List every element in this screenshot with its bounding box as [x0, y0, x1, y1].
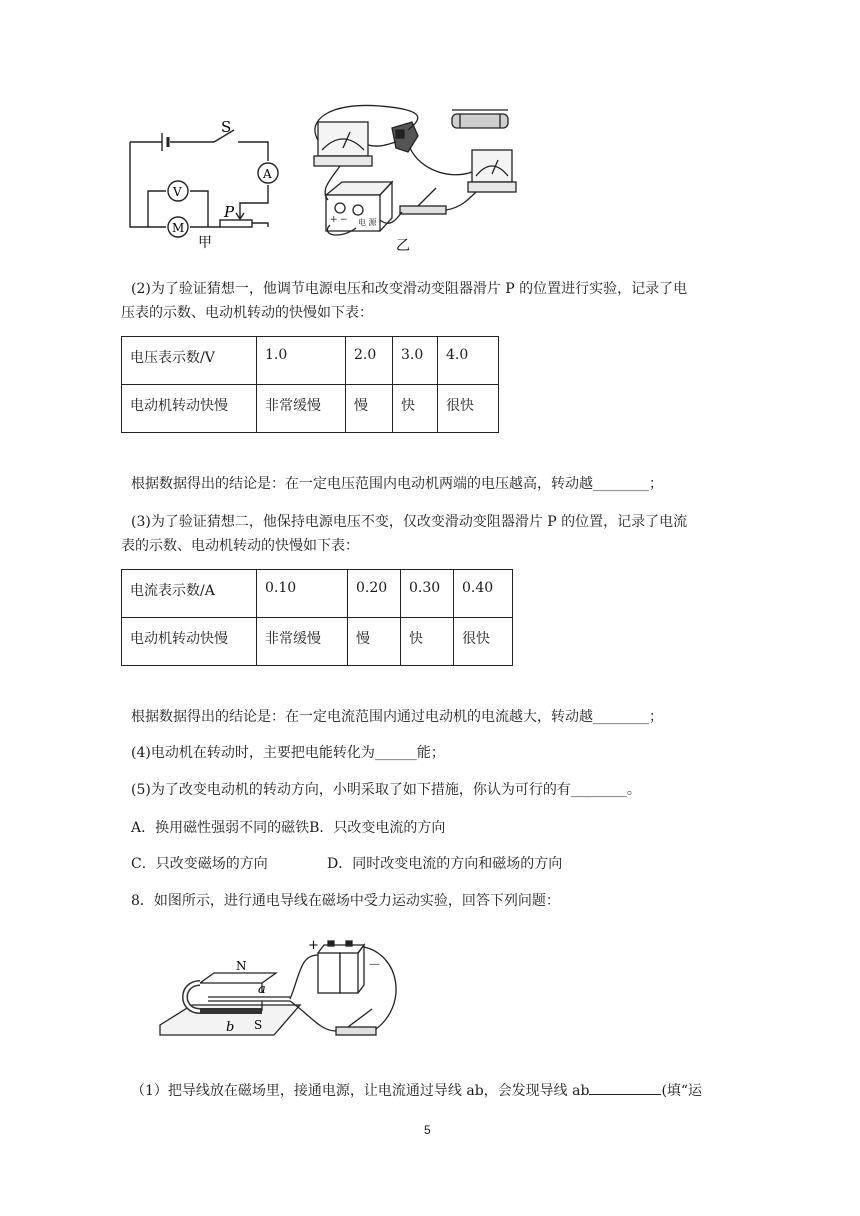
equipment-drawing-yi [300, 100, 530, 255]
q3-answer-blank[interactable]: ________ [593, 709, 649, 725]
table-cell: 电流表示数/A [122, 570, 257, 618]
q5-text: (5)为了改变电动机的转动方向，小明采取了如下措施，你认为可行的有 [131, 782, 571, 798]
table-cell: 快 [401, 618, 454, 666]
table-cell: 电动机转动快慢 [122, 618, 257, 666]
voltmeter-label: V [173, 185, 182, 199]
caption-yi: 乙 [396, 238, 410, 254]
table-row [122, 570, 513, 618]
table-cell: 很快 [454, 618, 513, 666]
motor-label: M [172, 221, 185, 235]
battery-minus-label: － [368, 958, 382, 973]
q2-answer-blank[interactable]: ________ [593, 476, 649, 492]
table-cell: 1.0 [257, 337, 346, 385]
south-pole-label: S [254, 1018, 263, 1032]
q5-options-ab [131, 818, 445, 838]
q8-sub1-end: (填“运 [661, 1083, 703, 1099]
table-cell: 快 [393, 385, 438, 433]
table-cell: 3.0 [393, 337, 438, 385]
q8-sub1-text: （1）把导线放在磁场里，接通电源，让电流通过导线 ab，会发现导线 ab [131, 1083, 590, 1099]
power-supply-label: 电 源 [358, 218, 377, 227]
q8-answer-blank[interactable] [589, 1080, 661, 1095]
q5-answer-blank[interactable]: ________ [570, 782, 627, 798]
caption-jia: 甲 [198, 235, 212, 251]
table-row [122, 618, 513, 666]
table-cell: 非常缓慢 [257, 385, 346, 433]
table-cell: 电动机转动快慢 [122, 385, 257, 433]
q3-conclusion-text: 根据数据得出的结论是：在一定电流范围内通过电动机的电流越大，转动越 [131, 709, 593, 725]
current-table [121, 569, 513, 666]
ammeter-label: A [263, 167, 272, 181]
q2-conclusion-text: 根据数据得出的结论是：在一定电压范围内电动机两端的电压越高，转动越 [131, 476, 593, 492]
q2-line1: (2)为了验证猜想一，他调节电源电压和改变滑动变阻器滑片 P 的位置进行实验，记录了电 [131, 281, 688, 297]
q3-conclusion-end: ； [649, 709, 663, 725]
circuit-diagram-jia [120, 115, 280, 251]
north-pole-label: N [236, 959, 247, 973]
table-cell: 2.0 [346, 337, 393, 385]
switch-label: S [221, 118, 232, 136]
table-cell: 电压表示数/V [122, 337, 257, 385]
q5-line [131, 780, 641, 800]
wire-b-label: b [226, 1020, 235, 1035]
table-cell: 0.10 [257, 570, 348, 618]
q4-text-end: 能； [416, 745, 445, 761]
q4-answer-blank[interactable]: ______ [374, 745, 417, 761]
table-cell: 非常缓慢 [257, 618, 348, 666]
table-row [122, 385, 499, 433]
table-cell: 0.30 [401, 570, 454, 618]
q3-line1: (3)为了验证猜想二，他保持电源电压不变，仅改变滑动变阻器滑片 P 的位置，记录了电流 [131, 514, 688, 530]
table-cell: 0.20 [348, 570, 401, 618]
option-c: C．只改变磁场的方向 [131, 856, 268, 872]
option-d: D．同时改变电流的方向和磁场的方向 [327, 856, 563, 872]
q3-line2: 表的示数、电动机转动的快慢如下表： [121, 538, 359, 554]
page-number: 5 [424, 1123, 431, 1137]
table-cell: 慢 [348, 618, 401, 666]
voltage-table [121, 336, 499, 433]
option-a: A．换用磁性强弱不同的磁铁 [131, 820, 310, 836]
q2-line2: 压表的示数、电动机转动的快慢如下表： [121, 305, 373, 321]
svg-text:−: − [340, 215, 348, 225]
q8-sub1 [131, 1080, 702, 1101]
q2-conclusion [131, 474, 663, 494]
table-cell: 4.0 [438, 337, 499, 385]
option-b: B．只改变电流的方向 [309, 820, 446, 836]
q3-conclusion [131, 707, 663, 727]
battery-plus-label: + [308, 938, 319, 953]
table-row [122, 337, 499, 385]
q2-conclusion-end: ； [649, 476, 663, 492]
q4-text: (4)电动机在转动时，主要把电能转化为 [131, 745, 375, 761]
wire-a-label: a [258, 982, 266, 997]
table-cell: 慢 [346, 385, 393, 433]
q5-text-end: 。 [626, 782, 641, 798]
svg-text:+: + [330, 215, 338, 225]
table-cell: 0.40 [454, 570, 513, 618]
q4-line [131, 743, 445, 763]
table-cell: 很快 [438, 385, 499, 433]
q8-stem: 8．如图所示，进行通电导线在磁场中受力运动实验，回答下列问题： [131, 893, 560, 909]
magnet-wire-figure [150, 935, 410, 1050]
slider-label: P [224, 203, 235, 221]
